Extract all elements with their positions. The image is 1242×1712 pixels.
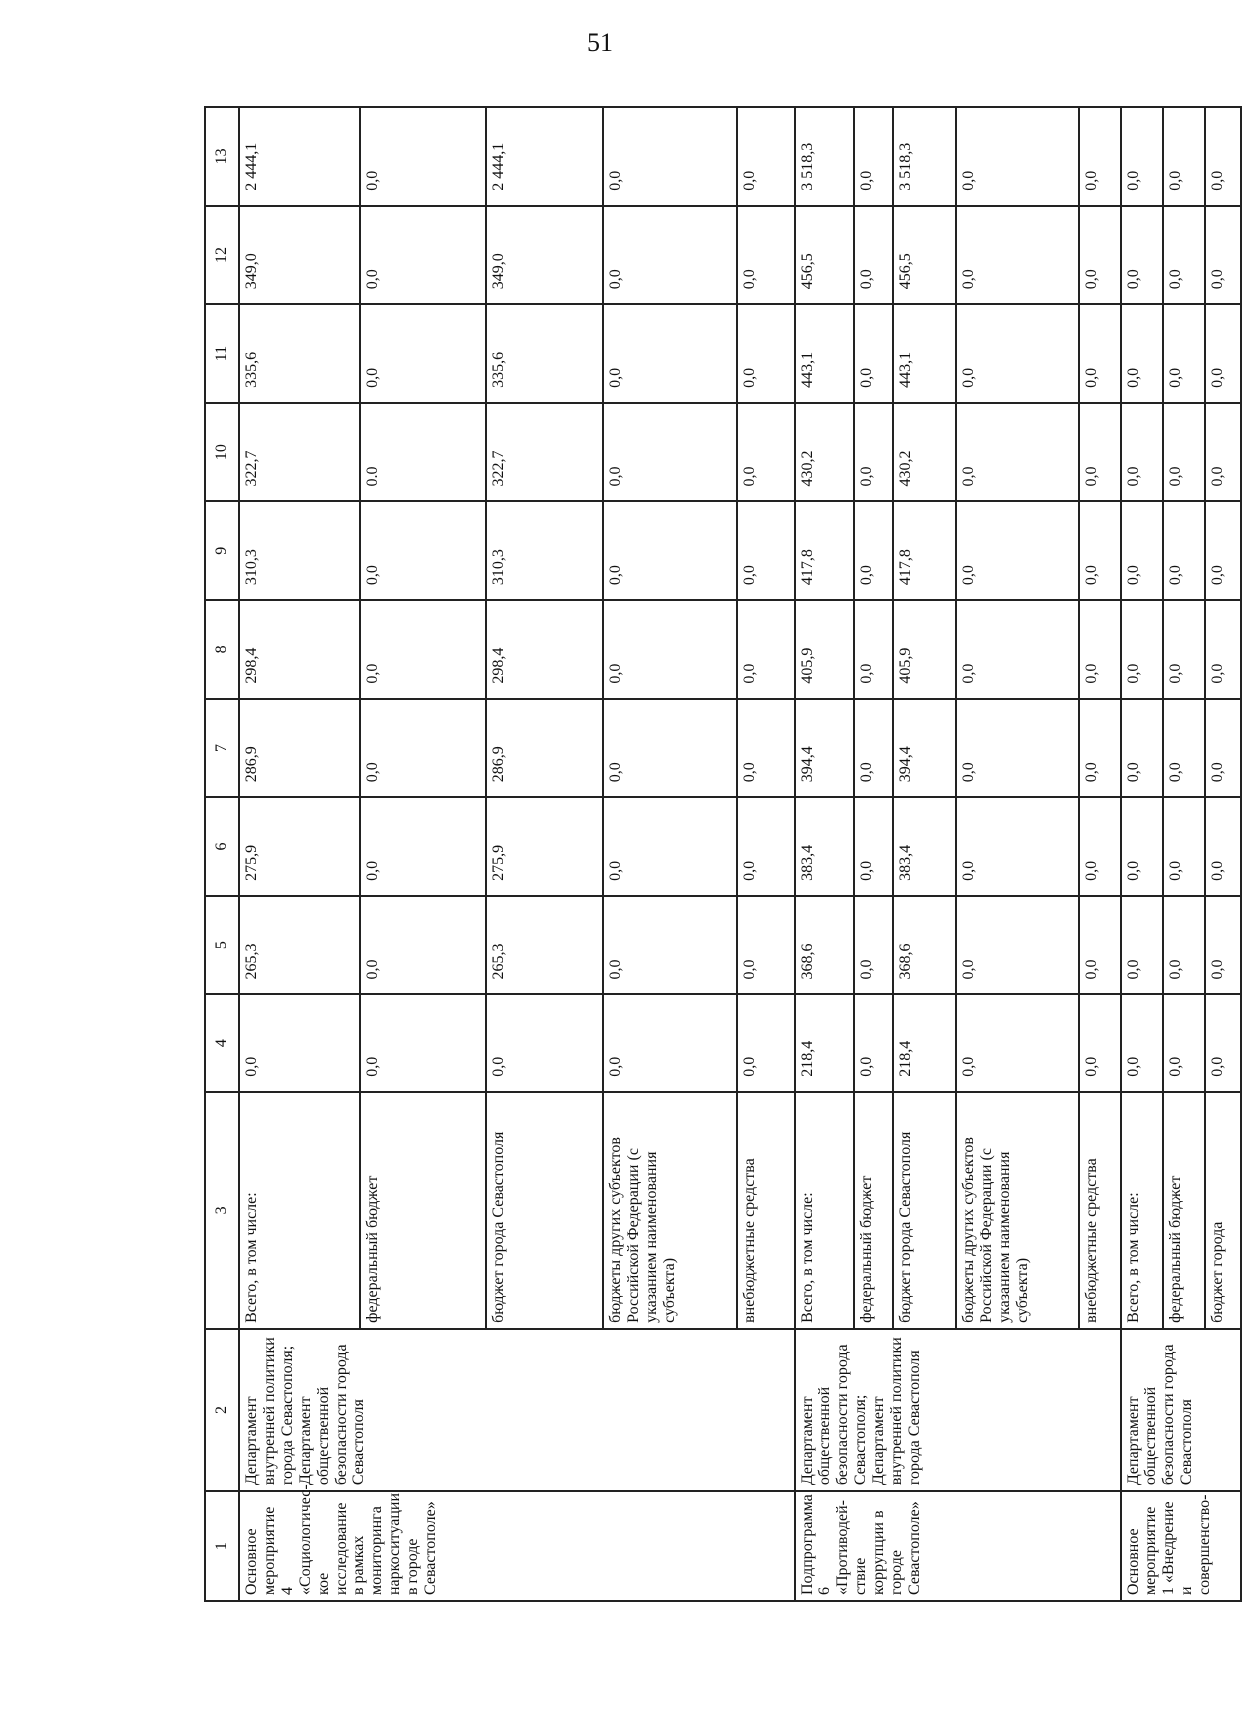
col-header: 1 — [205, 1491, 239, 1601]
funding-source-cell: бюджеты других субъектов Российской Федерации (с указанием наименования субъекта) — [956, 1092, 1078, 1329]
value-cell: 0,0 — [1079, 107, 1121, 206]
value-cell: 0,0 — [1079, 600, 1121, 699]
value-cell: 0,0 — [854, 501, 894, 600]
value-cell: 0,0 — [603, 896, 736, 995]
value-cell: 0,0 — [1079, 501, 1121, 600]
funding-source-cell: внебюджетные средства — [737, 1092, 795, 1329]
value-cell: 0,0 — [1121, 797, 1164, 896]
value-cell: 0,0 — [737, 896, 795, 995]
col-header: 12 — [205, 206, 239, 305]
funding-source-cell: федеральный бюджет — [854, 1092, 894, 1329]
funding-source-cell: федеральный бюджет — [360, 1092, 486, 1329]
value-cell: 0,0 — [1205, 403, 1241, 502]
col-header: 9 — [205, 501, 239, 600]
value-cell: 0,0 — [360, 699, 486, 798]
value-cell: 0,0 — [1163, 304, 1204, 403]
value-cell: 0,0 — [603, 403, 736, 502]
value-cell: 0,0 — [1205, 304, 1241, 403]
program-name-cell: Основное мероприятие 4 «Социологичес-кое исследование в рамках мониторинга наркоситуации в городе Севастополе» — [239, 1491, 795, 1601]
value-cell: 0,0 — [854, 600, 894, 699]
value-cell: 3 518,3 — [795, 107, 854, 206]
value-cell: 0,0 — [360, 107, 486, 206]
value-cell: 430,2 — [893, 403, 956, 502]
rotated-table-container — [204, 106, 1242, 1602]
value-cell: 0,0 — [854, 699, 894, 798]
table-row — [795, 107, 854, 1601]
col-header: 7 — [205, 699, 239, 798]
value-cell: 0,0 — [1079, 206, 1121, 305]
value-cell: 0,0 — [603, 304, 736, 403]
value-cell: 0,0 — [486, 994, 603, 1091]
value-cell: 0,0 — [1205, 501, 1241, 600]
value-cell: 0,0 — [603, 600, 736, 699]
value-cell: 0,0 — [854, 304, 894, 403]
value-cell: 0,0 — [956, 797, 1078, 896]
value-cell: 456,5 — [893, 206, 956, 305]
value-cell: 0,0 — [360, 501, 486, 600]
value-cell: 394,4 — [795, 699, 854, 798]
value-cell: 0,0 — [1079, 403, 1121, 502]
value-cell: 349,0 — [239, 206, 360, 305]
value-cell: 0,0 — [1121, 403, 1164, 502]
value-cell: 368,6 — [893, 896, 956, 995]
value-cell: 394,4 — [893, 699, 956, 798]
col-header: 6 — [205, 797, 239, 896]
value-cell: 0,0 — [956, 206, 1078, 305]
value-cell: 0,0 — [360, 797, 486, 896]
value-cell: 368,6 — [795, 896, 854, 995]
value-cell: 310,3 — [486, 501, 603, 600]
value-cell: 0,0 — [854, 107, 894, 206]
value-cell: 0,0 — [603, 797, 736, 896]
value-cell: 0,0 — [956, 600, 1078, 699]
value-cell: 0,0 — [360, 600, 486, 699]
value-cell: 0,0 — [956, 304, 1078, 403]
value-cell: 298,4 — [239, 600, 360, 699]
value-cell: 430,2 — [795, 403, 854, 502]
value-cell: 0,0 — [1163, 403, 1204, 502]
value-cell: 405,9 — [893, 600, 956, 699]
value-cell: 0,0 — [1163, 797, 1204, 896]
value-cell: 0,0 — [737, 699, 795, 798]
value-cell: 2 444,1 — [239, 107, 360, 206]
value-cell: 0,0 — [1163, 600, 1204, 699]
funding-source-cell: Всего, в том числе: — [239, 1092, 360, 1329]
value-cell: 0,0 — [956, 107, 1078, 206]
responsible-executor-cell: Департамент общественной безопасности города Севастополя — [1121, 1329, 1241, 1491]
value-cell: 0,0 — [360, 994, 486, 1091]
value-cell: 349,0 — [486, 206, 603, 305]
header-row — [205, 107, 239, 1601]
value-cell: 0,0 — [956, 501, 1078, 600]
value-cell: 0,0 — [360, 206, 486, 305]
value-cell: 0,0 — [737, 304, 795, 403]
value-cell: 443,1 — [893, 304, 956, 403]
col-header: 8 — [205, 600, 239, 699]
funding-source-cell: внебюджетные средства — [1079, 1092, 1121, 1329]
value-cell: 275,9 — [486, 797, 603, 896]
value-cell: 0,0 — [854, 206, 894, 305]
value-cell: 0,0 — [854, 403, 894, 502]
value-cell: 322,7 — [239, 403, 360, 502]
value-cell: 417,8 — [795, 501, 854, 600]
responsible-executor-cell: Департамент общественной безопасности города Севастополя; Департамент внутренней политики города Севастополя — [795, 1329, 1121, 1491]
value-cell: 218,4 — [893, 994, 956, 1091]
value-cell: 335,6 — [239, 304, 360, 403]
value-cell: 0,0 — [1205, 107, 1241, 206]
value-cell: 335,6 — [486, 304, 603, 403]
value-cell: 0,0 — [956, 403, 1078, 502]
value-cell: 0,0 — [1205, 699, 1241, 798]
value-cell: 0,0 — [956, 699, 1078, 798]
value-cell: 383,4 — [795, 797, 854, 896]
value-cell: 0,0 — [1205, 896, 1241, 995]
value-cell: 0,0 — [603, 501, 736, 600]
value-cell: 0,0 — [1121, 501, 1164, 600]
value-cell: 322,7 — [486, 403, 603, 502]
value-cell: 0,0 — [1205, 206, 1241, 305]
value-cell: 265,3 — [239, 896, 360, 995]
value-cell: 0,0 — [1205, 600, 1241, 699]
value-cell: 0,0 — [603, 699, 736, 798]
value-cell: 0,0 — [1121, 304, 1164, 403]
funding-source-cell: Всего, в том числе: — [1121, 1092, 1164, 1329]
value-cell: 0,0 — [1163, 896, 1204, 995]
program-name-cell: Основное мероприятие 1 «Внедрение и совершенство- — [1121, 1491, 1241, 1601]
value-cell: 0,0 — [1163, 206, 1204, 305]
funding-source-cell: бюджет города Севастополя — [486, 1092, 603, 1329]
value-cell: 0,0 — [1079, 304, 1121, 403]
value-cell: 443,1 — [795, 304, 854, 403]
value-cell: 0,0 — [737, 600, 795, 699]
value-cell: 0.0 — [360, 403, 486, 502]
value-cell: 265,3 — [486, 896, 603, 995]
value-cell: 0,0 — [956, 896, 1078, 995]
value-cell: 0,0 — [239, 994, 360, 1091]
value-cell: 286,9 — [239, 699, 360, 798]
funding-source-cell: Всего, в том числе: — [795, 1092, 854, 1329]
value-cell: 0,0 — [737, 107, 795, 206]
value-cell: 0,0 — [1121, 994, 1164, 1091]
value-cell: 0,0 — [603, 107, 736, 206]
page-number: 51 — [587, 28, 613, 57]
value-cell: 0,0 — [854, 994, 894, 1091]
value-cell: 0,0 — [360, 896, 486, 995]
col-header: 5 — [205, 896, 239, 995]
value-cell: 0,0 — [737, 994, 795, 1091]
value-cell: 0,0 — [1121, 107, 1164, 206]
program-name-cell: Подпрограмма 6 «Противодей-ствие коррупции в городе Севастополе» — [795, 1491, 1121, 1601]
value-cell: 0,0 — [1121, 206, 1164, 305]
budget-table — [204, 106, 1242, 1602]
value-cell: 0,0 — [854, 896, 894, 995]
value-cell: 286,9 — [486, 699, 603, 798]
col-header: 4 — [205, 994, 239, 1091]
value-cell: 0,0 — [603, 206, 736, 305]
value-cell: 0,0 — [1205, 797, 1241, 896]
value-cell: 0,0 — [1163, 994, 1204, 1091]
value-cell: 0,0 — [1079, 699, 1121, 798]
value-cell: 0,0 — [1121, 699, 1164, 798]
value-cell: 3 518,3 — [893, 107, 956, 206]
value-cell: 0,0 — [1079, 994, 1121, 1091]
value-cell: 0,0 — [603, 994, 736, 1091]
value-cell: 310,3 — [239, 501, 360, 600]
value-cell: 0,0 — [1079, 896, 1121, 995]
table-row — [1121, 107, 1164, 1601]
value-cell: 0,0 — [1163, 699, 1204, 798]
value-cell: 0,0 — [1163, 107, 1204, 206]
value-cell: 0,0 — [737, 501, 795, 600]
value-cell: 2 444,1 — [486, 107, 603, 206]
funding-source-cell: бюджет города Севастополя — [893, 1092, 956, 1329]
funding-source-cell: бюджет города — [1205, 1092, 1241, 1329]
table-row — [239, 107, 360, 1601]
value-cell: 0,0 — [360, 304, 486, 403]
col-header: 3 — [205, 1092, 239, 1329]
value-cell: 298,4 — [486, 600, 603, 699]
value-cell: 0,0 — [956, 994, 1078, 1091]
value-cell: 0,0 — [854, 797, 894, 896]
value-cell: 456,5 — [795, 206, 854, 305]
value-cell: 0,0 — [737, 206, 795, 305]
col-header: 11 — [205, 304, 239, 403]
funding-source-cell: федеральный бюджет — [1163, 1092, 1204, 1329]
value-cell: 0,0 — [1205, 994, 1241, 1091]
col-header: 10 — [205, 403, 239, 502]
value-cell: 417,8 — [893, 501, 956, 600]
col-header: 13 — [205, 107, 239, 206]
value-cell: 218,4 — [795, 994, 854, 1091]
value-cell: 405,9 — [795, 600, 854, 699]
col-header: 2 — [205, 1329, 239, 1491]
value-cell: 0,0 — [737, 403, 795, 502]
value-cell: 0,0 — [1163, 501, 1204, 600]
value-cell: 0,0 — [1079, 797, 1121, 896]
responsible-executor-cell: Департамент внутренней политики города Севастополя; Департамент общественной безопасности города Севастополя — [239, 1329, 795, 1491]
value-cell: 0,0 — [737, 797, 795, 896]
value-cell: 0,0 — [1121, 896, 1164, 995]
funding-source-cell: бюджеты других субъектов Российской Федерации (с указанием наименования субъекта) — [603, 1092, 736, 1329]
value-cell: 0,0 — [1121, 600, 1164, 699]
value-cell: 275,9 — [239, 797, 360, 896]
value-cell: 383,4 — [893, 797, 956, 896]
